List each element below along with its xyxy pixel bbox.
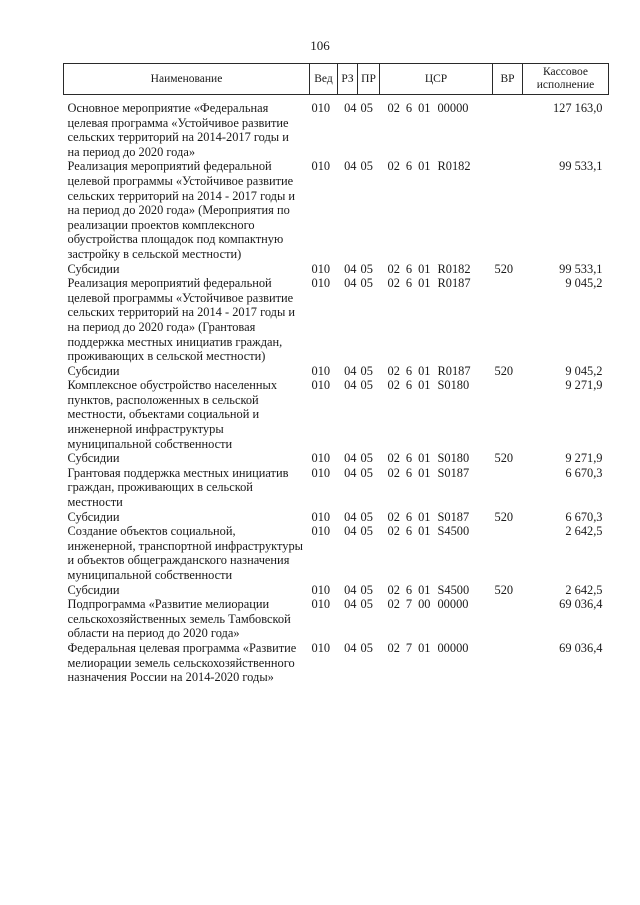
csr-part: 02 — [387, 640, 400, 655]
csr-part: 00000 — [437, 597, 469, 612]
csr-part: 6 — [405, 378, 413, 393]
csr-part: 01 — [418, 451, 431, 466]
csr-part: 02 — [387, 582, 400, 597]
csr-part: 02 — [387, 451, 400, 466]
row-ved: 010 — [311, 597, 331, 612]
csr-part: S0187 — [437, 509, 470, 524]
csr-part: 02 — [387, 363, 400, 378]
row-sum: 69 036,4 — [559, 640, 603, 655]
row-csr — [380, 276, 493, 364]
row-pr: 05 — [360, 597, 373, 612]
csr-part: 7 — [405, 597, 413, 612]
csr-part: 02 — [387, 101, 400, 115]
row-ved: 010 — [311, 509, 331, 524]
row-rz: 04 — [344, 582, 357, 597]
table-row — [64, 466, 609, 510]
row-name: Создание объектов социальной, инженерной, транспортной инфраструктуры и объектов общегражданского назначения муниципальной собственности — [67, 524, 303, 582]
row-name: Субсидии — [67, 451, 120, 466]
row-pr: 05 — [360, 524, 373, 539]
row-csr — [380, 262, 493, 277]
row-csr — [380, 524, 493, 582]
csr-part: 02 — [387, 465, 400, 480]
row-sum: 99 533,1 — [559, 159, 603, 174]
row-ved: 010 — [311, 363, 331, 378]
row-name: Основное мероприятие «Федеральная целевая программа «Устойчивое развитие сельских территорий на 2014-2017 годы и на период до 2020 года» — [67, 101, 289, 159]
row-vr — [493, 276, 523, 364]
table-row — [64, 262, 609, 277]
csr-part: 02 — [387, 378, 400, 393]
csr-part: 02 — [387, 597, 400, 612]
row-sum: 9 045,2 — [565, 276, 603, 291]
row-pr: 05 — [360, 640, 373, 655]
row-csr — [380, 451, 493, 466]
row-ved: 010 — [311, 582, 331, 597]
csr-part: R0187 — [437, 276, 471, 291]
row-vr: 520 — [494, 261, 514, 276]
row-name: Комплексное обустройство населенных пунктов, расположенных в сельской местности, объектами социальной и инженерной инфраструктуры муниципальной собственности — [67, 378, 278, 451]
row-ved: 010 — [311, 640, 331, 655]
header-ved: Вед — [310, 64, 338, 95]
row-pr: 05 — [360, 363, 373, 378]
csr-part: 01 — [418, 101, 431, 115]
row-name: Субсидии — [67, 582, 120, 597]
row-name: Субсидии — [67, 509, 120, 524]
csr-part: 01 — [418, 582, 431, 597]
header-csr: ЦСР — [380, 64, 493, 95]
row-rz: 04 — [344, 276, 357, 291]
csr-part: 6 — [405, 509, 413, 524]
row-rz: 04 — [344, 640, 357, 655]
row-rz: 04 — [344, 159, 357, 174]
csr-part: 00 — [418, 597, 431, 612]
csr-part: 00000 — [437, 640, 469, 655]
row-vr: 520 — [494, 582, 514, 597]
row-rz: 04 — [344, 101, 357, 115]
row-ved: 010 — [311, 465, 331, 480]
csr-part: R0182 — [437, 159, 471, 174]
csr-part: 02 — [387, 261, 400, 276]
row-csr — [380, 597, 493, 641]
row-vr — [493, 95, 523, 160]
row-ved: 010 — [311, 159, 331, 174]
budget-execution-table — [63, 63, 609, 685]
row-vr — [493, 159, 523, 261]
csr-part: S0187 — [437, 465, 470, 480]
header-pr: ПР — [358, 64, 380, 95]
table-row — [64, 583, 609, 598]
row-pr: 05 — [360, 465, 373, 480]
header-vr: ВР — [493, 64, 523, 95]
table-row — [64, 364, 609, 379]
csr-part: 01 — [418, 509, 431, 524]
row-vr — [493, 641, 523, 685]
row-rz: 04 — [344, 378, 357, 393]
table-header-row — [64, 64, 609, 95]
csr-part: S4500 — [437, 582, 470, 597]
row-pr: 05 — [360, 582, 373, 597]
row-pr: 05 — [360, 276, 373, 291]
row-csr — [380, 159, 493, 261]
csr-part: 01 — [418, 640, 431, 655]
row-sum: 2 642,5 — [565, 582, 603, 597]
table-row — [64, 597, 609, 641]
table-row — [64, 276, 609, 364]
row-vr: 520 — [494, 363, 514, 378]
csr-part: 6 — [405, 582, 413, 597]
row-vr — [493, 466, 523, 510]
row-rz: 04 — [344, 597, 357, 612]
csr-part: 6 — [405, 159, 413, 174]
csr-part: 6 — [405, 451, 413, 466]
row-ved: 010 — [311, 378, 331, 393]
csr-part: 02 — [387, 509, 400, 524]
row-name: Субсидии — [67, 261, 120, 276]
csr-part: 6 — [405, 465, 413, 480]
row-name: Реализация мероприятий федеральной целевой программы «Устойчивое развитие сельских территорий на 2014 - 2017 годы и на период до 2020 года» (Грантовая поддержка местных инициатив граждан, проживающих в сельской местности) — [67, 276, 296, 364]
csr-part: 01 — [418, 261, 431, 276]
csr-part: 7 — [405, 640, 413, 655]
row-sum: 99 533,1 — [559, 261, 603, 276]
row-csr — [380, 364, 493, 379]
header-sum: Кассовое исполнение — [523, 64, 609, 95]
page-number: 106 — [310, 38, 330, 53]
header-rz: РЗ — [338, 64, 358, 95]
row-pr: 05 — [360, 159, 373, 174]
header-name: Наименование — [64, 64, 310, 95]
row-rz: 04 — [344, 451, 357, 466]
row-name: Федеральная целевая программа «Развитие мелиорации земель сельскохозяйственного назначения России на 2014-2020 годы» — [67, 640, 297, 685]
row-pr: 05 — [360, 101, 373, 115]
csr-part: 02 — [387, 159, 400, 174]
row-csr — [380, 583, 493, 598]
row-rz: 04 — [344, 363, 357, 378]
table-row — [64, 159, 609, 261]
table-body — [64, 95, 609, 685]
row-csr — [380, 641, 493, 685]
csr-part: 6 — [405, 363, 413, 378]
table-row — [64, 641, 609, 685]
row-vr — [493, 378, 523, 451]
row-sum: 9 271,9 — [565, 378, 603, 393]
row-name: Подпрограмма «Развитие мелиорации сельскохозяйственных земель Тамбовской области на период до 2020 года» — [67, 597, 291, 641]
row-name: Субсидии — [67, 363, 120, 378]
csr-part: 02 — [387, 276, 400, 291]
table-row — [64, 451, 609, 466]
csr-part: 01 — [418, 524, 431, 539]
row-pr: 05 — [360, 451, 373, 466]
table-row — [64, 524, 609, 582]
row-vr — [493, 524, 523, 582]
csr-part: 01 — [418, 465, 431, 480]
row-rz: 04 — [344, 524, 357, 539]
row-vr — [493, 597, 523, 641]
row-name: Грантовая поддержка местных инициатив граждан, проживающих в сельской местности — [67, 465, 289, 510]
row-csr — [380, 466, 493, 510]
row-ved: 010 — [311, 524, 331, 539]
row-vr: 520 — [494, 451, 514, 466]
csr-part: S4500 — [437, 524, 470, 539]
row-sum: 2 642,5 — [565, 524, 603, 539]
row-sum: 9 271,9 — [565, 451, 603, 466]
table-row — [64, 510, 609, 525]
csr-part: S0180 — [437, 378, 470, 393]
row-csr — [380, 95, 493, 160]
row-ved: 010 — [311, 101, 331, 115]
row-pr: 05 — [360, 378, 373, 393]
csr-part: 01 — [418, 159, 431, 174]
csr-part: 01 — [418, 378, 431, 393]
csr-part: 6 — [405, 101, 413, 115]
csr-part: 00000 — [437, 101, 469, 115]
row-rz: 04 — [344, 509, 357, 524]
row-pr: 05 — [360, 509, 373, 524]
csr-part: 02 — [387, 524, 400, 539]
row-sum: 127 163,0 — [552, 101, 603, 115]
row-rz: 04 — [344, 261, 357, 276]
csr-part: S0180 — [437, 451, 470, 466]
csr-part: R0182 — [437, 261, 471, 276]
row-pr: 05 — [360, 261, 373, 276]
csr-part: 01 — [418, 276, 431, 291]
row-csr — [380, 378, 493, 451]
row-csr — [380, 510, 493, 525]
row-sum: 69 036,4 — [559, 597, 603, 612]
row-ved: 010 — [311, 451, 331, 466]
row-sum: 6 670,3 — [565, 465, 603, 480]
csr-part: 6 — [405, 276, 413, 291]
table-row — [64, 378, 609, 451]
row-vr: 520 — [494, 509, 514, 524]
csr-part: 6 — [405, 524, 413, 539]
csr-part: 6 — [405, 261, 413, 276]
csr-part: 01 — [418, 363, 431, 378]
row-sum: 9 045,2 — [565, 363, 603, 378]
row-name: Реализация мероприятий федеральной целевой программы «Устойчивое развитие сельских территорий на 2014 - 2017 годы и на период до 2020 года» (Мероприятия по реализации проектов комплексного обустройства площадок под компактную застройку в сельской местности) — [67, 159, 296, 261]
row-rz: 04 — [344, 465, 357, 480]
csr-part: R0187 — [437, 363, 471, 378]
table-row — [64, 95, 609, 160]
row-sum: 6 670,3 — [565, 509, 603, 524]
row-ved: 010 — [311, 276, 331, 291]
row-ved: 010 — [311, 261, 331, 276]
